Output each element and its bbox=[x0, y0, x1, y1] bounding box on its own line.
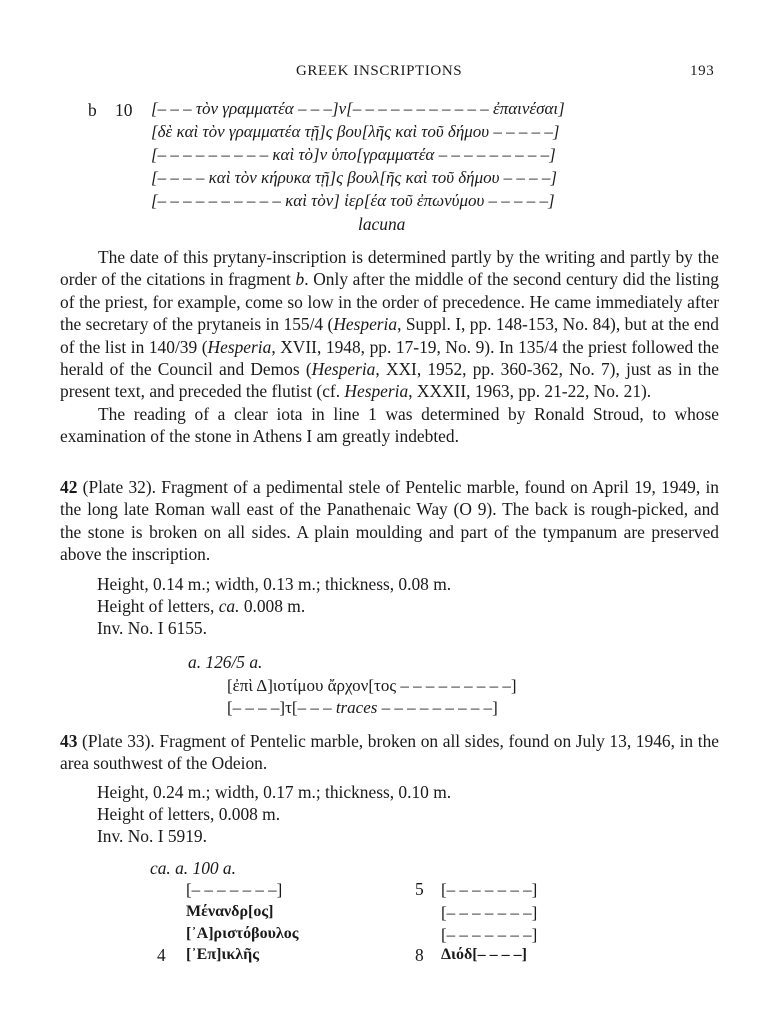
greek-line: [– – – – – – –] bbox=[441, 903, 538, 922]
greek-line: [– – – – – – –] bbox=[441, 880, 538, 899]
fragment-ref: b bbox=[295, 269, 305, 290]
entry-42-description bbox=[60, 476, 719, 566]
journal-title: Hesperia bbox=[344, 381, 409, 402]
greek-line: [– – – τὸν γραμματέα – – –]ν[– – – – – – – – – – – ἐπαινέσαι] bbox=[151, 99, 565, 118]
inventory-number: Inv. No. I 6155. bbox=[97, 618, 207, 638]
greek-line: [᾿Επ]ικλῆς bbox=[186, 946, 259, 963]
inscription-date: ca. a. 100 a. bbox=[150, 858, 236, 878]
line-number: 10 bbox=[115, 100, 133, 120]
letter-height: Height of letters, 0.008 m. bbox=[97, 804, 281, 824]
text: , XVII, 1948, pp. 17-19, No. 9). In 135/4 the priest followed the herald of the Council and Demos ( bbox=[60, 336, 719, 380]
discussion-paragraph: The reading of a clear iota in line 1 was determined by Ronald Stroud, to whose examination of the stone in Athens I am greatly indebted. bbox=[60, 403, 719, 447]
lacuna-label: lacuna bbox=[358, 214, 406, 234]
line-number: 4 bbox=[157, 945, 166, 965]
inventory-number: Inv. No. I 5919. bbox=[97, 826, 207, 846]
journal-title: Hesperia bbox=[311, 359, 376, 380]
inscription-date: a. 126/5 a. bbox=[188, 652, 263, 672]
discussion-paragraph bbox=[60, 246, 719, 403]
entry-number: 42 bbox=[60, 477, 78, 497]
text: , XXI, 1952, pp. 360-362, No. 7), just as in the present text, and preceded the flutist (cf. bbox=[60, 359, 719, 402]
entry-intro: (Plate 33). Fragment of Pentelic marble, broken on all sides, found on July 13, 1946, in the area southwest of the Odeion. bbox=[60, 731, 719, 774]
text: , XXXII, 1963, pp. 21-22, No. 21). bbox=[408, 381, 652, 402]
journal-title: Hesperia bbox=[207, 336, 272, 357]
text: . Only after the middle of the second century did the listing of the priest, for example, come so low in the order of precedence. He came immediately after the secretary of the prytaneis in 155/4 ( bbox=[60, 269, 719, 335]
traces-label: traces bbox=[335, 698, 378, 717]
fragment-label: b bbox=[88, 100, 97, 120]
text: The date of this prytany-inscription is determined partly by the writing and partly by the order of the citations in fragment bbox=[60, 247, 719, 290]
text: ca. bbox=[218, 596, 240, 616]
entry-number: 43 bbox=[60, 731, 78, 751]
greek-line: Διόδ[– – – –] bbox=[441, 946, 527, 963]
text: , Suppl. I, pp. 148-153, No. 84), but at the end of the list in 140/39 ( bbox=[60, 314, 719, 357]
text: Height of letters, bbox=[97, 596, 219, 616]
greek-line: Μένανδρ[ος] bbox=[186, 903, 274, 920]
greek-line: [– – – – – – –] bbox=[441, 925, 538, 944]
text: [– – – –]τ[– – – bbox=[227, 698, 332, 717]
entry-intro: (Plate 32). Fragment of a pedimental stele of Pentelic marble, found on April 19, 1949, in the long late Roman wall east of the Panathenaic Way (O 9). The back is rough-picked, and the stone is broken on all sides. A plain moulding and part of the tympanum are preserved above the inscription. bbox=[60, 477, 719, 565]
line-number: 8 bbox=[415, 945, 424, 965]
line-number: 5 bbox=[415, 879, 424, 899]
dimensions: Height, 0.24 m.; width, 0.17 m.; thickness, 0.10 m. bbox=[97, 782, 452, 802]
discussion-text bbox=[60, 246, 719, 448]
text: 0.008 m. bbox=[239, 596, 306, 616]
greek-line bbox=[227, 698, 498, 718]
entry-43-description bbox=[60, 730, 719, 775]
greek-line: [ἐπὶ Δ]ιοτίμου ἄρχον[τος – – – – – – – – –] bbox=[227, 676, 517, 695]
greek-line: [δὲ καὶ τὸν γραμματέα τῇ]ς βου[λῆς καὶ τοῦ δήμου – – – – –] bbox=[151, 122, 560, 141]
page-number: 193 bbox=[690, 63, 715, 79]
greek-line: [– – – – – – – – – – καὶ τὸν] ἱερ[έα τοῦ ἐπωνύμου – – – – –] bbox=[151, 191, 555, 210]
greek-line: [– – – – – – – – – καὶ τὸ]ν ὑπο[γραμματέα – – – – – – – – –] bbox=[151, 145, 556, 164]
greek-line: [– – – – – – –] bbox=[186, 880, 283, 899]
text: – – – – – – – – –] bbox=[381, 698, 498, 717]
running-header-title: GREEK INSCRIPTIONS bbox=[296, 63, 463, 79]
dimensions: Height, 0.14 m.; width, 0.13 m.; thickness, 0.08 m. bbox=[97, 574, 452, 594]
journal-title: Hesperia bbox=[333, 314, 398, 335]
greek-line: [– – – – καὶ τὸν κήρυκα τῇ]ς βουλ[ῆς καὶ τοῦ δήμου – – – –] bbox=[151, 168, 558, 187]
letter-height bbox=[97, 594, 305, 618]
greek-line: [᾿Α]ριστόβουλος bbox=[186, 925, 299, 942]
